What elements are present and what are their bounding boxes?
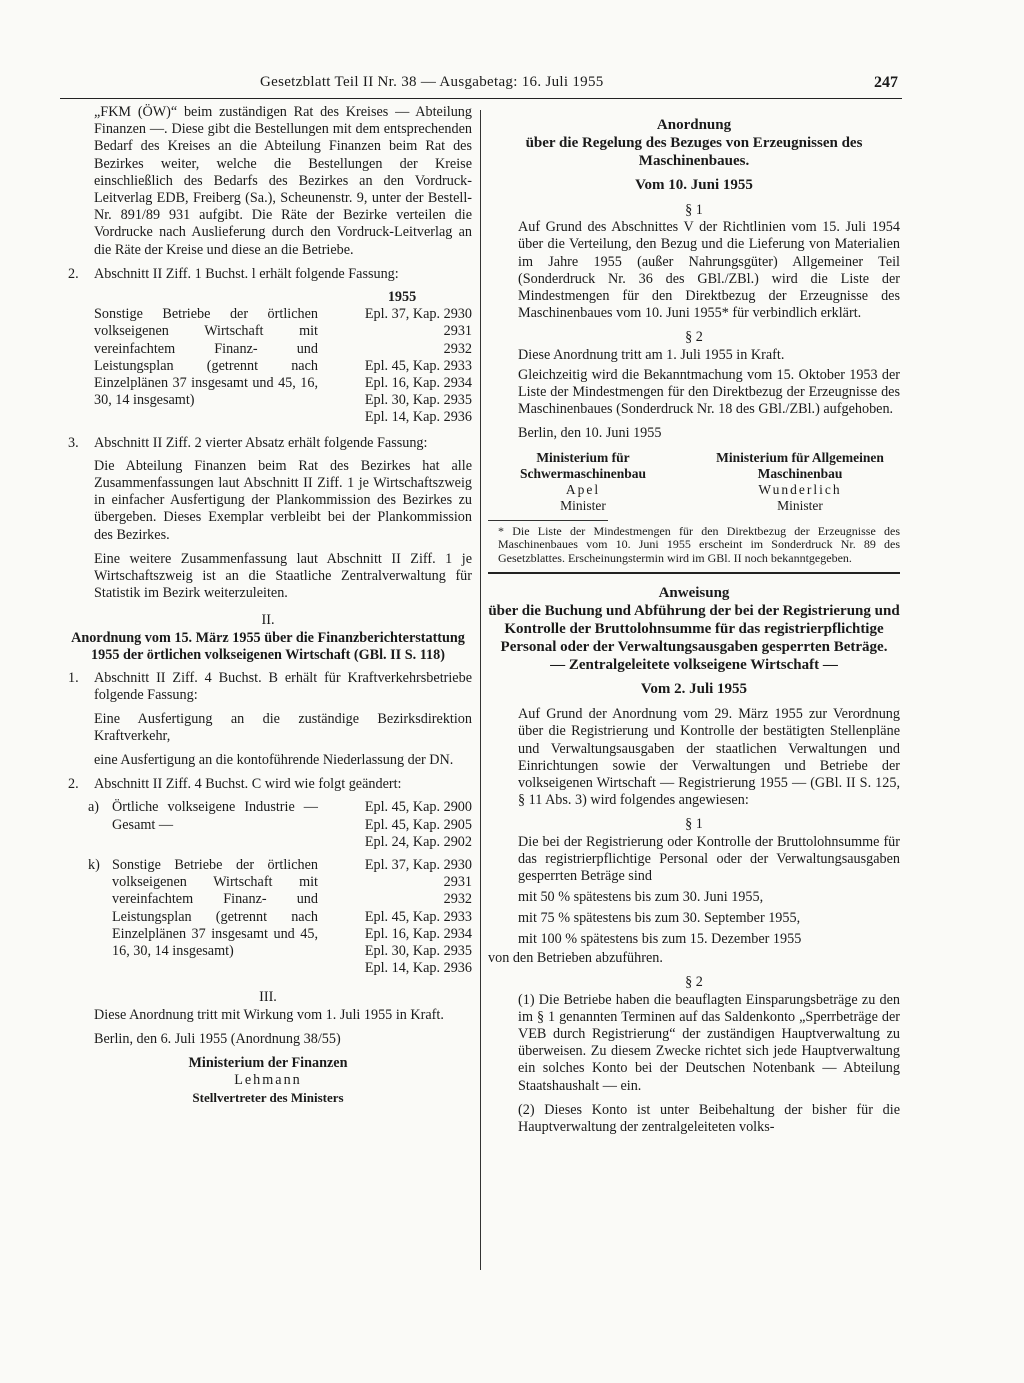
table-desc: Sonstige Betriebe der örtlichen volkseigenen Wirtschaft mit vereinfachtem Finanz- und Leistungsplan (getrennt nach Einzelplänen 37 insgesamt und 45, 16, 30, 14 insgesamt)	[112, 856, 318, 959]
kap-line: Epl. 45, Kap. 2933	[364, 908, 472, 925]
section-number: II.	[261, 612, 275, 629]
paragraph: von den Betrieben abzuführen.	[488, 950, 663, 967]
kap-line: 2932	[443, 891, 472, 908]
kap-line: Epl. 45, Kap. 2933	[364, 357, 472, 374]
column-divider	[480, 110, 481, 1270]
signature-name: Wunderlich	[758, 481, 842, 497]
table-desc: Örtliche volkseigene Industrie — Gesamt —	[112, 799, 318, 833]
paragraph: eine Ausfertigung an die kontoführende Niederlassung der DN.	[94, 751, 454, 768]
left-column	[64, 104, 472, 1107]
ordinance-date: Vom 10. Juni 1955	[635, 177, 753, 193]
page-number: 247	[874, 74, 898, 91]
signature-ministry: Ministerium der Finanzen	[188, 1054, 348, 1071]
paragraph: Auf Grund des Abschnittes V der Richtlinien vom 15. Juli 1954 über die Verteilung, den Bezug und die Lieferung von Materialien im Jahre 1955 (außer Nahrungsgüter) Allgemeiner Teil (Sonderdruck Nr. 36 des GBl./ZBl.) wird die Liste der Mindestmengen für den Direktbezug der Erzeugnisse des Maschinenbaues vom 10. Juni 1955* für verbindlich erklärt.	[518, 219, 900, 322]
paragraph: Auf Grund der Anordnung vom 29. März 1955 zur Verordnung über die Registrierung und Kontrolle der bestätigten Stellenpläne und Verwaltungsausgaben der staatlichen Verwaltungen und Einrichtungen sowie der Verwaltungen und Betriebe der volkseigenen Wirtschaft — Registrierung 1955 — (GBl. II S. 125, § 11 Abs. 3) wird folgendes angewiesen:	[518, 706, 900, 809]
paragraph-sign: § 1	[685, 202, 703, 218]
list-item	[64, 266, 472, 283]
instruction-date: Vom 2. Juli 1955	[640, 681, 748, 698]
kap-line: 2932	[443, 340, 472, 357]
paragraph-sign: § 1	[685, 816, 703, 833]
page-header	[60, 72, 902, 99]
item-text: Abschnitt II Ziff. 1 Buchst. l erhält folgende Fassung:	[94, 265, 399, 282]
table-desc: Sonstige Betriebe der örtlichen volkseigenen Wirtschaft mit vereinfachtem Finanz- und Leistungsplan (getrennt nach Einzelplänen 37 insgesamt und 45, 16, 30, 14 insgesamt)	[94, 306, 318, 409]
list-item	[64, 776, 472, 793]
kap-line: Epl. 45, Kap. 2905	[364, 816, 472, 833]
place-date: Berlin, den 6. Juli 1955 (Anordnung 38/55)	[94, 1030, 341, 1047]
place-date: Berlin, den 10. Juni 1955	[518, 425, 662, 442]
paragraph: Eine Ausfertigung an die zuständige Bezirksdirektion Kraftverkehr,	[94, 710, 472, 744]
budget-table	[112, 799, 472, 851]
signature-row	[488, 450, 900, 514]
instruction-heading: Anweisung	[658, 585, 730, 602]
signature-name: Apel	[565, 481, 601, 497]
paragraph: Die bei der Registrierung oder Kontrolle der Bruttolohnsumme für das registrierpflichtige Personal oder der Verwaltungsausgaben gesperrten Beträge sind	[518, 833, 900, 884]
list-item	[64, 670, 472, 704]
signature-name: Lehmann	[234, 1072, 302, 1089]
signature-role: Minister	[560, 497, 606, 513]
sub-item-a	[64, 799, 472, 851]
kap-line: Epl. 30, Kap. 2935	[364, 942, 472, 959]
ordinance-heading: Anordnung	[656, 117, 732, 133]
section-title: Anordnung vom 15. März 1955 über die Finanzberichterstattung 1955 der örtlichen volkseigenen Wirtschaft (GBl. II S. 118)	[71, 629, 465, 663]
signature-ministry: Ministerium für Schwermaschinenbau	[519, 449, 646, 481]
item-number: 2.	[68, 265, 79, 282]
budget-table	[94, 306, 472, 426]
paragraph: „FKM (ÖW)“ beim zuständigen Rat des Kreises — Abteilung Finanzen —. Diese gibt die Bestellungen mit dem entsprechenden Bedarf des Kreises an die Abteilung Finanzen beim Rat des Bezirkes weiter, welche die Bestellungen der Kreise einschließlich des Bedarfs des Bezirkes an den Vordruck-Leitverlag EDB, Freiberg (Sa.), Scheunenstr. 9, unter der Bestell-Nr. 891/89 931 aufgibt. Die Räte der Bezirke verteilen die Vordrucke nach Auslieferung durch den Vordruck-Leitverlag an die Räte der Kreise und diese an die Betriebe.	[94, 104, 472, 258]
kap-line: Epl. 16, Kap. 2934	[364, 925, 472, 942]
paragraph: (2) Dieses Konto ist unter Beibehaltung der bisher für die Hauptverwaltung der zentralgeleiteten volks-	[518, 1101, 900, 1135]
kap-line: Epl. 45, Kap. 2900	[364, 799, 472, 816]
item-number: 1.	[68, 670, 79, 687]
paragraph: Diese Anordnung tritt mit Wirkung vom 1. Juli 1955 in Kraft.	[94, 1006, 444, 1023]
ordinance-subject: über die Regelung des Bezuges von Erzeugnissen des Maschinenbaues.	[525, 135, 863, 169]
kap-line: 2931	[443, 323, 472, 340]
item-text: Abschnitt II Ziff. 2 vierter Absatz erhält folgende Fassung:	[94, 434, 428, 451]
deadline-line: mit 50 % spätestens bis zum 30. Juni 1955,	[518, 889, 764, 906]
paragraph: Diese Anordnung tritt am 1. Juli 1955 in Kraft.	[518, 346, 785, 363]
sub-label: k)	[88, 856, 100, 873]
instruction-subject: über die Buchung und Abführung der bei der Registrierung und Kontrolle der Bruttolohnsumme für das registrierpflichtige Personal oder der Verwaltungsausgaben gesperrten Beträge.	[488, 603, 900, 656]
item-text: Abschnitt II Ziff. 4 Buchst. B erhält für Kraftverkehrsbetriebe folgende Fassung:	[94, 670, 472, 704]
signature-role: Minister	[777, 497, 823, 513]
sub-item-k	[64, 857, 472, 977]
deadline-line: mit 75 % spätestens bis zum 30. September 1955,	[518, 910, 801, 927]
kap-line: Epl. 37, Kap. 2930	[364, 306, 472, 323]
kap-line: 2931	[443, 874, 472, 891]
list-item	[64, 435, 472, 452]
kap-line: Epl. 14, Kap. 2936	[364, 409, 472, 426]
signature-role: Stellvertreter des Ministers	[192, 1090, 344, 1106]
footnote-rule	[488, 520, 608, 521]
item-number: 3.	[68, 434, 79, 451]
sub-label: a)	[88, 799, 100, 816]
section-number: III.	[259, 989, 277, 1006]
item-text: Abschnitt II Ziff. 4 Buchst. C wird wie folgt geändert:	[94, 776, 402, 793]
kap-line: Epl. 30, Kap. 2935	[364, 392, 472, 409]
signature-block	[488, 450, 678, 514]
table-kap-list	[332, 306, 472, 426]
paragraph: Gleichzeitig wird die Bekanntmachung vom 15. Oktober 1953 der Liste der Mindestmengen für den Direktbezug der Erzeugnisse des Maschinenbaues (Sonderdruck Nr. 18 des GBl./ZBl.) aufgehoben.	[518, 366, 900, 418]
paragraph: Eine weitere Zusammenfassung laut Abschnitt II Ziff. 1 je Wirtschaftszweig ist an die Staatliche Zentralverwaltung für Statistik im Bezirk weiterzuleiten.	[94, 550, 472, 602]
header-title: Gesetzblatt Teil II Nr. 38 — Ausgabetag: 16. Juli 1955	[260, 74, 604, 90]
section-divider	[488, 572, 900, 574]
deadline-line: mit 100 % spätestens bis zum 15. Dezember 1955	[518, 931, 802, 948]
instruction-scope: — Zentralgeleitete volkseigene Wirtschaft —	[550, 657, 838, 674]
paragraph: (1) Die Betriebe haben die beauflagten Einsparungsbeträge zu den im § 1 genannten Terminen auf das Saldenkonto „Sperrbeträge der VEB durch Registrierung“ der zuständigen Hauptverwaltung zu überweisen. Zu diesem Zwecke richtet sich jede Hauptverwaltung ein solches Konto bei der Deutschen Notenbank — Abteilung Staatshaushalt — ein.	[518, 991, 900, 1094]
table-kap-list	[332, 857, 472, 977]
paragraph-sign: § 2	[685, 974, 703, 991]
budget-table	[112, 857, 472, 977]
item-number: 2.	[68, 776, 79, 793]
table-kap-list	[332, 799, 472, 851]
year-heading: 1955	[387, 289, 417, 306]
signature-ministry: Ministerium für Allgemeinen Maschinenbau	[716, 449, 884, 481]
kap-line: Epl. 37, Kap. 2930	[364, 856, 472, 873]
kap-line: Epl. 14, Kap. 2936	[364, 960, 472, 977]
amendment-block	[64, 289, 472, 427]
paragraph-sign: § 2	[685, 329, 703, 346]
deadline-list	[488, 887, 900, 950]
signature-block	[700, 450, 900, 514]
paragraph: Die Abteilung Finanzen beim Rat des Bezirkes hat alle Zusammenfassungen laut Abschnitt II Ziff. 1 je Wirtschaftszweig in einfacher Ausfertigung der Plankommission des Bezirkes zu übergeben. Dieses Exemplar verbleibt bei der Plankommission des Bezirkes.	[94, 457, 472, 543]
kap-line: Epl. 16, Kap. 2934	[364, 375, 472, 392]
right-column	[488, 116, 900, 1143]
footnote: * Die Liste der Mindestmengen für den Direktbezug der Erzeugnisse des Maschinenbaues vom 10. Juni 1955 erscheint im Sonderdruck Nr. 89 des Gesetzblattes. Erscheinungstermin wird im GBl. II noch bekanntgegeben.	[498, 523, 900, 565]
kap-line: Epl. 24, Kap. 2902	[364, 833, 472, 850]
